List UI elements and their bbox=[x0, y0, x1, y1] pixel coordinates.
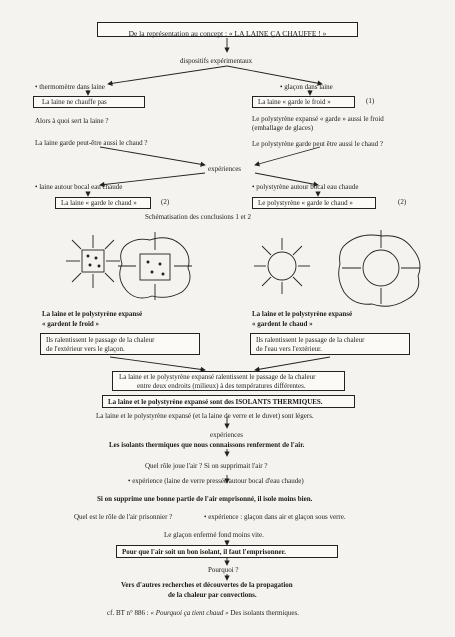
left2-box-text: La laine « garde le chaud » bbox=[61, 199, 137, 207]
experiences-label-2: expériences bbox=[210, 431, 244, 439]
wool-ice-sketch bbox=[118, 232, 192, 300]
right-finding-box bbox=[252, 96, 355, 108]
jar-hot-sketch bbox=[254, 238, 310, 294]
left2-bullet: • laine autour bocal eau chaude bbox=[35, 183, 123, 191]
supprime-text: Si on supprime une bonne partie de l'air emprisonné, il isole moins bien. bbox=[97, 495, 313, 503]
concl-left-title-1: La laine et le polystyrène expansé bbox=[42, 310, 143, 318]
synthesis-box bbox=[112, 371, 345, 391]
role2-question: Quel est le rôle de l'air prisonnier ? bbox=[74, 513, 173, 521]
legers-text: La laine et le polystyrène expansé (et la laine de verre et le duvet) sont légers. bbox=[96, 412, 314, 420]
experience-verre: • expérience (laine de verre pressée autour bocal d'eau chaude) bbox=[128, 477, 304, 485]
right-question: Le polystyrène garde peut être aussi le chaud ? bbox=[252, 140, 384, 148]
left-question-2: La laine garde peut-être aussi le chaud ? bbox=[35, 139, 148, 147]
emprisonner-text: Pour que l'air soit un bon isolant, il faut l'emprisonner. bbox=[122, 548, 286, 556]
synthesis-line-2: entre deux endroits (milieux) à des températures différentes. bbox=[137, 382, 306, 390]
vers-line-2: de la chaleur par convections. bbox=[168, 591, 257, 599]
reference-suffix: Des isolants thermiques. bbox=[228, 609, 299, 617]
right-line-2: (emballage de glaces) bbox=[252, 124, 314, 132]
page-title: De la représentation au concept : « LA LAINE ÇA CHAUFFE ! » bbox=[128, 29, 327, 38]
left2-box bbox=[55, 197, 151, 209]
synthesis-line-1: La laine et le polystyrène expansé ralentissent le passage de la chaleur bbox=[119, 373, 316, 381]
concl-right-box-1: Ils ralentissent le passage de la chaleur bbox=[256, 336, 365, 344]
role2-experience: • expérience : glaçon dans air et glaçon sous verre. bbox=[204, 513, 346, 521]
experiences-label-1: expériences bbox=[208, 165, 242, 173]
role-question: Quel rôle joue l'air ? Si on supprimait l'air ? bbox=[145, 462, 268, 470]
right-line-1: Le polystyrène expansé « garde » aussi le froid bbox=[252, 115, 384, 123]
left-finding: La laine ne chauffe pas bbox=[42, 98, 107, 106]
concl-right-box-2: de l'eau vers l'extérieur. bbox=[256, 345, 322, 353]
cube-ice-sketch bbox=[66, 235, 120, 288]
pourquoi-text: Pourquoi ? bbox=[208, 566, 239, 574]
dispositifs-label: dispositifs expérimentaux bbox=[180, 57, 253, 65]
right2-note: (2) bbox=[398, 198, 407, 206]
right-finding: La laine « garde le froid » bbox=[258, 98, 331, 106]
schematisation-label: Schématisation des conclusions 1 et 2 bbox=[145, 213, 251, 221]
concl-right-box bbox=[250, 333, 410, 355]
concl-right-title-2: « gardent le chaud » bbox=[252, 320, 313, 328]
right-bullet: • glaçon dans laine bbox=[280, 83, 333, 91]
reference-title: « Pourquoi ça tient chaud » bbox=[150, 609, 229, 617]
isolants-box bbox=[102, 395, 355, 408]
title-box bbox=[97, 22, 358, 37]
right2-bullet: • polystyrène autour bocal eau chaude bbox=[252, 183, 359, 191]
left-finding-box bbox=[33, 96, 145, 108]
right-note-1: (1) bbox=[366, 97, 375, 105]
concl-left-title-2: « gardent le froid » bbox=[42, 320, 100, 328]
concl-right-title-1: La laine et le polystyrène expansé bbox=[252, 310, 353, 318]
reference-prefix: cf. BT n° 886 : bbox=[107, 609, 151, 617]
isolants-text: La laine et le polystyrène expansé sont des ISOLANTS THERMIQUES. bbox=[108, 398, 323, 406]
concl-left-box-1: Ils ralentissent le passage de la chaleur bbox=[46, 336, 155, 344]
emprisonner-box bbox=[116, 545, 338, 558]
concl-left-box bbox=[40, 333, 200, 355]
right2-box bbox=[252, 197, 376, 209]
left2-note: (2) bbox=[161, 198, 170, 206]
air-text: Les isolants thermiques que nous connaissons renferment de l'air. bbox=[109, 441, 305, 449]
reference bbox=[107, 610, 299, 617]
glacon-text: Le glaçon enfermé fond moins vite. bbox=[164, 531, 264, 539]
concl-left-box-2: de l'extérieur vers le glaçon. bbox=[46, 345, 125, 353]
left-bullet: • thermomètre dans laine bbox=[35, 83, 105, 91]
left-question-1: Alors à quoi sert la laine ? bbox=[35, 117, 109, 125]
vers-line-1: Vers d'autres recherches et découvertes de la propagation bbox=[121, 581, 293, 589]
right2-box-text: Le polystyrène « garde le chaud » bbox=[258, 199, 353, 207]
wool-jar-sketch bbox=[339, 230, 420, 306]
